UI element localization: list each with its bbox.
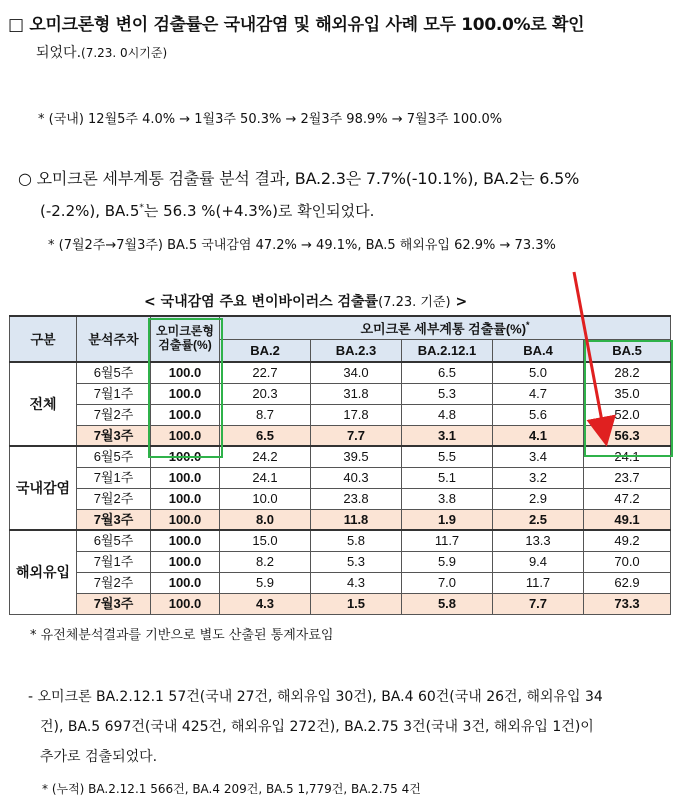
cell-ba23: 39.5 (311, 446, 402, 467)
table-footnote: * 유전체분석결과를 기반으로 별도 산출된 통계자료임 (30, 628, 334, 643)
cell-omicron: 100.0 (151, 509, 220, 530)
cell-ba2121: 5.5 (402, 446, 493, 467)
cell-ba2: 10.0 (220, 488, 311, 509)
table-row (10, 593, 671, 614)
para2-line2-post: 는 56.3 %(+4.3%)로 확인되었다. (143, 202, 375, 220)
table-row (10, 572, 671, 593)
header-sublineage-text: 오미크론 세부계통 검출률(%) (360, 320, 527, 336)
table-row (10, 488, 671, 509)
cell-ba2: 24.2 (220, 446, 311, 467)
header-group: 구분 (10, 316, 77, 362)
header-omicron-line2: 검출률(%) (158, 338, 212, 352)
cell-ba2121: 7.0 (402, 572, 493, 593)
cell-ba2121: 3.1 (402, 425, 493, 446)
week-cell: 7월3주 (77, 593, 151, 614)
para1-line1: □ 오미크론형 변이 검출률은 국내감염 및 해외유입 사례 모두 100.0%로 확인 (8, 15, 585, 35)
cell-ba4: 5.0 (493, 362, 584, 383)
cell-ba4: 4.1 (493, 425, 584, 446)
para2-line1: ○ 오미크론 세부계통 검출률 분석 결과, BA.2.3은 7.7%(-10.1%), BA.2는 6.5% (18, 169, 580, 188)
header-omicron (151, 316, 220, 362)
cell-ba2: 6.5 (220, 425, 311, 446)
cell-ba2121: 6.5 (402, 362, 493, 383)
week-cell: 6월5주 (77, 530, 151, 551)
cell-ba4: 11.7 (493, 572, 584, 593)
cell-ba2: 8.7 (220, 404, 311, 425)
para2-line2 (40, 200, 374, 221)
para1-line2-main: 되었다. (36, 45, 82, 61)
cell-ba4: 4.7 (493, 383, 584, 404)
week-cell: 7월1주 (77, 467, 151, 488)
cell-ba5: 49.1 (584, 509, 671, 530)
cell-ba4: 3.4 (493, 446, 584, 467)
cell-omicron: 100.0 (151, 488, 220, 509)
para1-line2 (36, 42, 167, 62)
cell-ba23: 34.0 (311, 362, 402, 383)
week-cell: 7월1주 (77, 383, 151, 404)
cell-ba4: 13.3 (493, 530, 584, 551)
para3-line1: - 오미크론 BA.2.12.1 57건(국내 27건, 해외유입 30건), BA.4 60건(국내 26건, 해외유입 34 (28, 689, 603, 705)
cell-ba4: 5.6 (493, 404, 584, 425)
cell-omicron: 100.0 (151, 551, 220, 572)
table-row (10, 362, 671, 383)
cell-ba5: 56.3 (584, 425, 671, 446)
week-cell: 7월3주 (77, 509, 151, 530)
cell-ba2121: 4.8 (402, 404, 493, 425)
cell-ba23: 40.3 (311, 467, 402, 488)
table-title-main: < 국내감염 주요 변이바이러스 검출률 (144, 294, 379, 310)
header-ba2: BA.2 (220, 339, 311, 362)
header-omicron-line1: 오미크론형 (156, 324, 214, 339)
table-title-end: > (450, 294, 468, 310)
cell-ba2121: 5.8 (402, 593, 493, 614)
header-sublineage-sup: * (526, 319, 530, 330)
cell-ba23: 11.8 (311, 509, 402, 530)
header-ba5: BA.5 (584, 339, 671, 362)
cell-ba5: 23.7 (584, 467, 671, 488)
cell-ba4: 9.4 (493, 551, 584, 572)
header-ba23: BA.2.3 (311, 339, 402, 362)
cell-ba5: 73.3 (584, 593, 671, 614)
cell-ba2121: 1.9 (402, 509, 493, 530)
cell-ba5: 49.2 (584, 530, 671, 551)
week-cell: 7월3주 (77, 425, 151, 446)
cell-ba5: 47.2 (584, 488, 671, 509)
cell-ba5: 70.0 (584, 551, 671, 572)
cell-ba23: 17.8 (311, 404, 402, 425)
para3-line3: 추가로 검출되었다. (40, 749, 158, 765)
cell-ba23: 4.3 (311, 572, 402, 593)
note2: * (7월2주→7월3주) BA.5 국내감염 47.2% → 49.1%, BA.5 해외유입 62.9% → 73.3% (48, 238, 556, 253)
group-label: 전체 (10, 362, 77, 446)
cell-ba2: 8.2 (220, 551, 311, 572)
cell-ba23: 31.8 (311, 383, 402, 404)
cell-ba2: 8.0 (220, 509, 311, 530)
table-row (10, 467, 671, 488)
cell-ba23: 7.7 (311, 425, 402, 446)
header-week: 분석주차 (77, 316, 151, 362)
table-row (10, 446, 671, 467)
variant-table (9, 315, 671, 615)
cell-ba5: 28.2 (584, 362, 671, 383)
header-sublineage (220, 316, 671, 339)
cell-ba23: 23.8 (311, 488, 402, 509)
table-title (144, 291, 467, 311)
group-label: 국내감염 (10, 446, 77, 530)
cell-ba2121: 11.7 (402, 530, 493, 551)
week-cell: 7월1주 (77, 551, 151, 572)
cell-omicron: 100.0 (151, 446, 220, 467)
cell-ba2: 4.3 (220, 593, 311, 614)
cell-omicron: 100.0 (151, 467, 220, 488)
cell-omicron: 100.0 (151, 362, 220, 383)
table-row (10, 404, 671, 425)
cell-ba4: 2.9 (493, 488, 584, 509)
cell-ba23: 5.8 (311, 530, 402, 551)
cell-ba2: 5.9 (220, 572, 311, 593)
table-row (10, 530, 671, 551)
cell-ba4: 2.5 (493, 509, 584, 530)
group-label: 해외유입 (10, 530, 77, 614)
cell-ba2121: 5.3 (402, 383, 493, 404)
table-row (10, 425, 671, 446)
para1-date: (7.23. 0시기준) (81, 46, 168, 60)
week-cell: 7월2주 (77, 572, 151, 593)
cell-omicron: 100.0 (151, 383, 220, 404)
para2-line2-pre: (-2.2%), BA.5 (40, 202, 140, 220)
cell-omicron: 100.0 (151, 572, 220, 593)
cell-omicron: 100.0 (151, 593, 220, 614)
table-title-date: (7.23. 기준) (378, 295, 451, 310)
cell-ba4: 3.2 (493, 467, 584, 488)
table-row (10, 509, 671, 530)
para2-sup: * (139, 203, 144, 213)
header-ba2121: BA.2.12.1 (402, 339, 493, 362)
cell-ba2121: 5.1 (402, 467, 493, 488)
cell-ba2: 24.1 (220, 467, 311, 488)
para3-line2: 건), BA.5 697건(국내 425건, 해외유입 272건), BA.2.75 3건(국내 3건, 해외유입 1건)이 (40, 719, 594, 735)
cell-ba2: 22.7 (220, 362, 311, 383)
cell-omicron: 100.0 (151, 425, 220, 446)
cell-omicron: 100.0 (151, 530, 220, 551)
cell-ba5: 35.0 (584, 383, 671, 404)
cell-ba5: 62.9 (584, 572, 671, 593)
cell-ba23: 1.5 (311, 593, 402, 614)
cell-omicron: 100.0 (151, 404, 220, 425)
note1: * (국내) 12월5주 4.0% → 1월3주 50.3% → 2월3주 98.9% → 7월3주 100.0% (38, 112, 503, 127)
week-cell: 6월5주 (77, 446, 151, 467)
cell-ba2: 20.3 (220, 383, 311, 404)
week-cell: 7월2주 (77, 488, 151, 509)
cell-ba5: 52.0 (584, 404, 671, 425)
cell-ba5: 24.1 (584, 446, 671, 467)
week-cell: 6월5주 (77, 362, 151, 383)
note3: * (누적) BA.2.12.1 566건, BA.4 209건, BA.5 1,779건, BA.2.75 4건 (42, 782, 421, 796)
table-row (10, 551, 671, 572)
cell-ba2121: 3.8 (402, 488, 493, 509)
header-ba4: BA.4 (493, 339, 584, 362)
week-cell: 7월2주 (77, 404, 151, 425)
cell-ba2121: 5.9 (402, 551, 493, 572)
table-row (10, 383, 671, 404)
cell-ba4: 7.7 (493, 593, 584, 614)
cell-ba2: 15.0 (220, 530, 311, 551)
cell-ba23: 5.3 (311, 551, 402, 572)
